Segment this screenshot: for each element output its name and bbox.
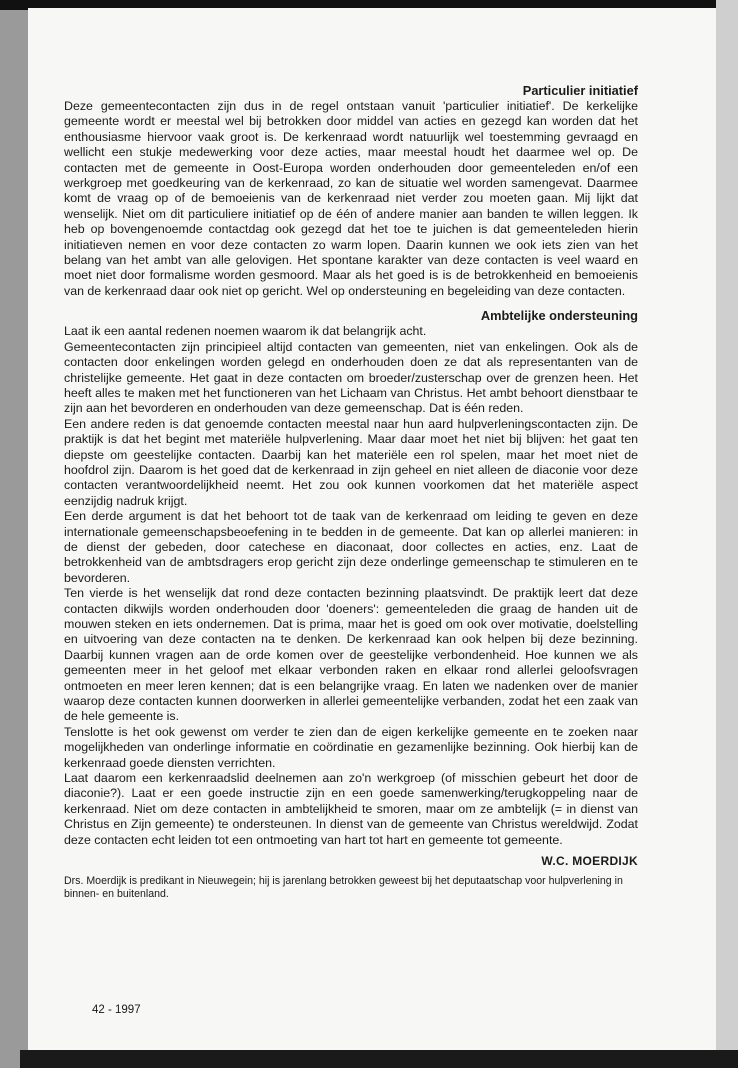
scan-bottom-border	[20, 1050, 738, 1068]
paragraph: Laat ik een aantal redenen noemen waarom ik dat belangrijk acht.	[64, 324, 427, 339]
paragraph: Laat daarom een kerkenraadslid deelnemen aan zo'n werkgroep (of misschien gebeurt het door de diaconie?). Laat er een goede instructie zijn en een goede samenwerking/terugkoppeling naar de kerkenraad. Niet om deze contacten in ambtelijkheid te smoren, maar om ze ambtelijk (= in dienst van Christus en Zijn gemeente) te ondersteunen. In dienst van de gemeente van Christus wereldwijd. Zodat deze contacten echt leiden tot een ontmoeting van hart tot hart en gemeente tot gemeente.	[64, 771, 638, 847]
page-number: 42 - 1997	[92, 1004, 141, 1016]
paragraph: Ten vierde is het wenselijk dat rond deze contacten bezinning plaatsvindt. De praktijk leert dat deze contacten dikwijls worden onderhouden door 'doeners': gemeenteleden die graag de handen uit de mouwen steken en iets ondernemen. Dat is prima, maar het is goed om ook over motivatie, doelstelling en uitvoering van deze contacten na te denken. De kerkenraad kan ook helpen bij deze bezinning. Daarbij kunnen vragen aan de orde komen over de geestelijke verbondenheid. Hoe kunnen we als gemeenten meer in het geloof met elkaar verbonden raken en elkaar rond allerlei geloofsvragen ontmoeten en meer leren kennen; dat is een belangrijke vraag. En laten we nadenken over de manier waarop deze contacten kunnen doorwerken in allerlei gemeentelijke verbanden, zodat het een zaak van de hele gemeente is.	[64, 586, 638, 724]
scan-right-edge	[716, 0, 738, 1068]
paragraph: Tenslotte is het ook gewenst om verder te zien dan de eigen kerkelijke gemeente en te zoeken naar mogelijkheden van onderlinge informatie en coördinatie en gezamenlijke bezinning. Ook hierbij kan de kerkenraad goede diensten verrichten.	[64, 724, 638, 770]
paragraph: Een andere reden is dat genoemde contacten meestal naar hun aard hulpverleningscontacten zijn. De praktijk is dat het begint met materiële hulpverlening. Maar daar moet het niet bij blijven: het gaat ten diepste om geestelijke contacten. Daarbij kan het materiële een rol spelen, maar het moet niet de hoofdrol zijn. Daarom is het goed dat de kerkenraad in zijn geheel en niet alleen de diaconie voor deze contacten verantwoordelijkheid neemt. Het zou ook kunnen voorkomen dat het materiële aspect eenzijdig nadruk krijgt.	[64, 416, 638, 508]
author-signature: W.C. MOERDIJK	[541, 854, 638, 869]
paragraph: Deze gemeentecontacten zijn dus in de regel ontstaan vanuit 'particulier initiatief'. De kerkelijke gemeente wordt er meestal wel bij betrokken door middel van acties en gezegd kan worden dat het enthousiasme hiervoor vaak groot is. De kerkenraad wordt natuurlijk wel toestemming gevraagd en wellicht een stukje medewerking voor deze acties, maar meestal houdt het daarmee wel op. De contacten met de gemeente in Oost-Europa worden onderhouden door gemeenteleden en/of een werkgroep met goedkeuring van de kerkenraad, zo kan de situatie wel worden samengevat. Daarmee komt de vraag op of de bemoeienis van de kerkenraad niet verder zou moeten gaan. Mij lijkt dat wenselijk. Niet om dit particuliere initiatief op de één of andere manier aan banden te willen leggen. Ik heb op bovengenoemde contactdag ook gezegd dat het toe te juichen is dat gemeenteleden hierin initiatieven nemen en voor deze contacten zo warm lopen. Daarin kunnen we ook iets zien van het belang van het ambt van alle gelovigen. Het spontane karakter van deze contacten is veel waard en moet niet door formalisme worden gesmoord. Maar als het goed is is de betrokkenheid en bemoeienis van de kerkenraad daar ook niet op gericht. Wel op ondersteuning en begeleiding van deze contacten.	[64, 99, 638, 298]
section-heading-ambtelijk: Ambtelijke ondersteuning	[480, 308, 638, 324]
section-heading-particulier: Particulier initiatief	[522, 83, 638, 98]
author-note: Drs. Moerdijk is predikant in Nieuwegein; hij is jarenlang betrokken geweest bij het deputaatschap voor hulpverlening in binnen- en buitenland.	[64, 874, 623, 901]
paragraph: Gemeentecontacten zijn principieel altijd contacten van gemeenten, niet van enkelingen. Ook als de contacten door enkelingen worden gelegd en onderhouden doen ze dat als representanten van de christelijke gemeente. Het gaat in deze contacten om broeder/zusterschap over de grenzen heen. Het heeft alles te maken met het functioneren van het Lichaam van Christus. Het ambt behoort dienstbaar te zijn aan het bevorderen en onderhouden van deze gemeenschap. Dat is één reden.	[64, 339, 638, 416]
paragraph: Een derde argument is dat het behoort tot de taak van de kerkenraad om leiding te geven en deze internationale gemeenschapsbeoefening in te bedden in de gemeente. Dat kan op allerlei manieren: in de dienst der gebeden, door catechese en diaconaat, door collectes en acties, enz. Laat de betrokkenheid van de ambtsdragers erop gericht zijn deze onderlinge gemeenschap te stimuleren en te bevorderen.	[64, 509, 638, 585]
article-body	[64, 82, 638, 902]
